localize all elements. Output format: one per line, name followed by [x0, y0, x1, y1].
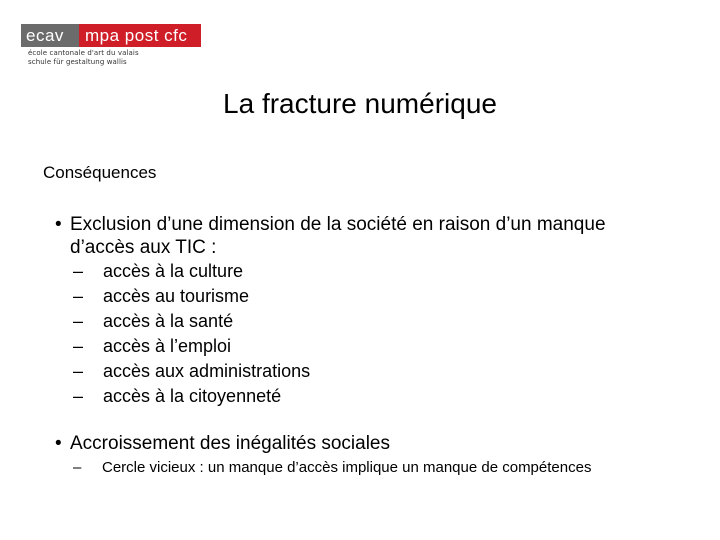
list-item: – accès à la citoyenneté — [73, 386, 282, 406]
section-heading: Conséquences — [43, 163, 157, 182]
bullet-inequalities — [55, 432, 630, 455]
bullet-text: Accroissement des inégalités sociales — [70, 433, 390, 454]
list-item: – accès au tourisme — [73, 286, 250, 306]
logo-ecav: ecav — [21, 24, 79, 47]
list-item: – accès aux administrations — [73, 361, 311, 381]
access-list — [70, 259, 310, 409]
bullet-dot: • — [55, 433, 62, 454]
list-item: – accès à la santé — [73, 311, 234, 331]
vicious-circle-note — [70, 459, 610, 476]
slide-title: La fracture numérique — [223, 88, 497, 119]
list-item: – accès à la culture — [73, 261, 244, 281]
school-logo — [21, 20, 206, 72]
bullet-dot: • — [55, 214, 62, 235]
bullet-exclusion — [55, 213, 630, 259]
logo-school-name-fr: école cantonale d'art du valais — [28, 49, 139, 57]
logo-school-name-de: schule für gestaltung wallis — [28, 58, 127, 66]
dash: – — [73, 459, 82, 476]
list-item: – accès à l’emploi — [73, 336, 232, 356]
note-text: Cercle vicieux : un manque d’accès implique un manque de compétences — [102, 459, 592, 476]
logo-mpa-post-cfc: mpa post cfc — [79, 24, 201, 47]
bullet-text: Exclusion d’une dimension de la société en raison d’un manque d’accès aux TIC : — [70, 214, 606, 258]
